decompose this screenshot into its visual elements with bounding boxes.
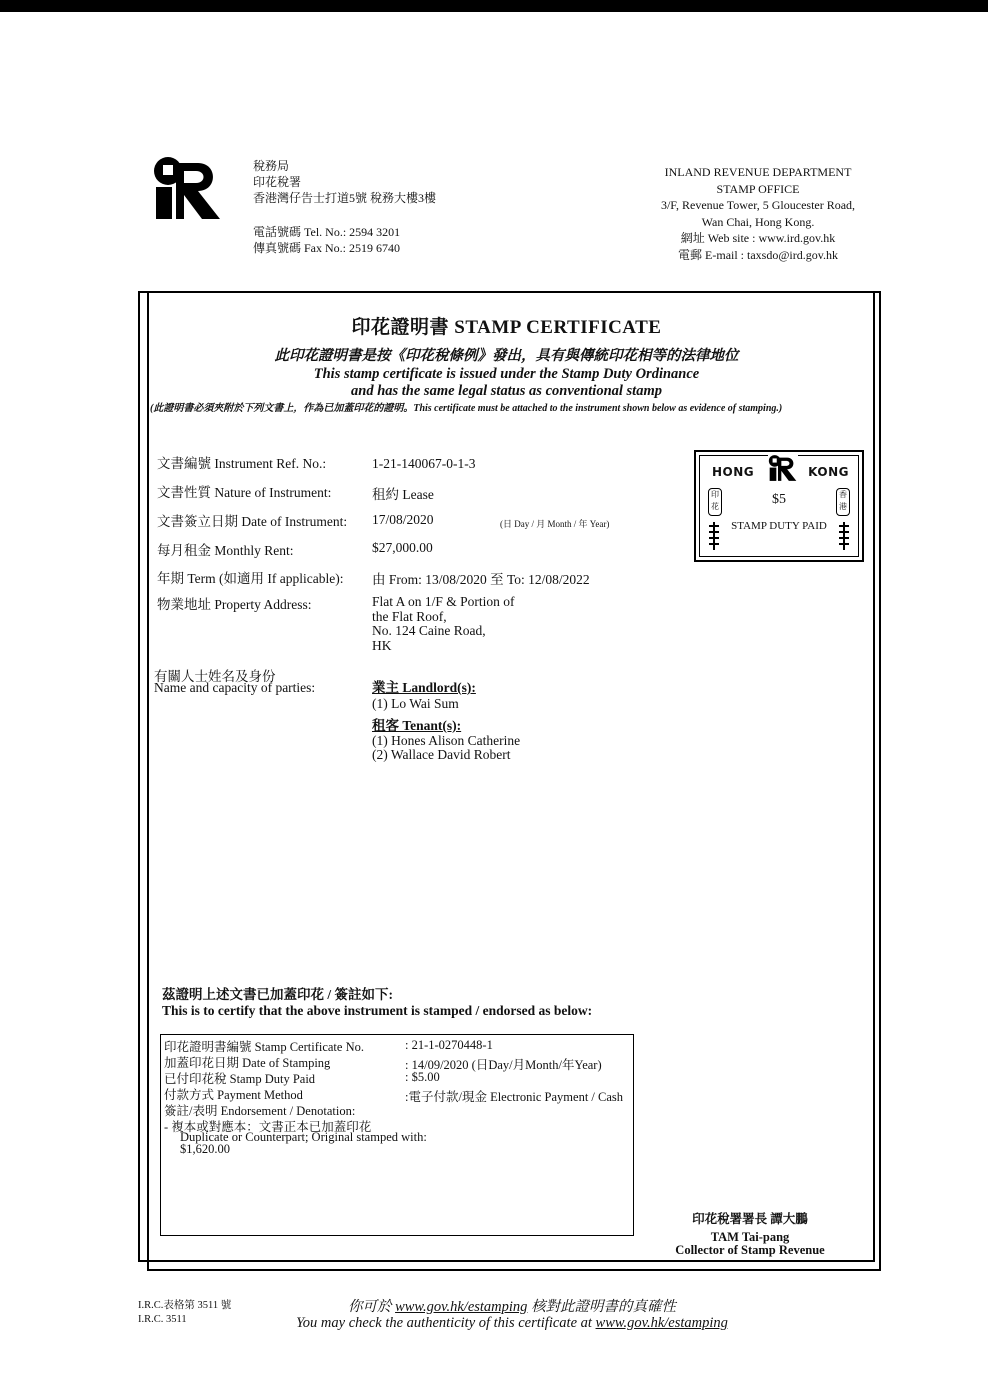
address-cn: 香港灣仔告士打道5號 稅務大樓3樓 (253, 191, 437, 205)
payment-method-value: :電子付款/現金 Electronic Payment / Cash (405, 1090, 624, 1104)
top-scan-border (0, 0, 988, 12)
form-number-cn: I.R.C.表格第 3511 號 (138, 1300, 232, 1311)
date-format-hint: (日 Day / 月 Month / 年 Year) (500, 519, 610, 529)
tel-number: 電話號碼 Tel. No.: 2594 3201 (253, 225, 401, 239)
tenant-item: (1) Hones Alison Catherine (372, 733, 521, 748)
address-line: Flat A on 1/F & Portion of (372, 594, 515, 609)
header-left (253, 158, 436, 256)
address-line: HK (372, 637, 392, 653)
instrument-ref-value: 1-21-140067-0-1-3 (372, 456, 476, 471)
website: 網址 Web site : www.ird.gov.hk (680, 231, 836, 245)
office-name-en: STAMP OFFICE (716, 181, 800, 196)
term-label: 年期 Term (如適用 If applicable): (157, 571, 344, 586)
address-line: No. 124 Caine Road, (372, 623, 486, 638)
stamp-kong-text: KONG (808, 465, 849, 479)
monthly-rent-label: 每月租金 Monthly Rent: (157, 543, 294, 558)
property-address-value (372, 595, 515, 653)
landlord-item: (1) Lo Wai Sum (372, 696, 459, 711)
stamp-cert-no-value: : 21-1-0270448-1 (405, 1038, 493, 1052)
dept-name-en: INLAND REVENUE DEPARTMENT (664, 165, 852, 179)
address-en-line-2: Wan Chai, Hong Kong. (701, 214, 815, 229)
form-number-en: I.R.C. 3511 (138, 1314, 187, 1325)
landlord-heading: 業主 Landlord(s): (372, 680, 476, 695)
nature-value: 租約 Lease (372, 487, 434, 502)
stamp-seal-right: 香港 (836, 488, 850, 516)
attachment-note: (此證明書必須夾附於下列文書上，作為已加蓋印花的證明。This certificate must be attached to the instrument shown below as evidence of stamping.) (150, 403, 783, 414)
office-name-cn: 印花稅署 (253, 175, 302, 189)
parties-label-en: Name and capacity of parties: (154, 680, 316, 695)
monthly-rent-value: $27,000.00 (372, 540, 433, 555)
certify-statement-en: This is to certify that the above instrument is stamped / endorsed as below: (162, 1003, 593, 1018)
verify-note-en-pre: You may check the authenticity of this certificate at (296, 1315, 596, 1331)
tenant-item: (2) Wallace David Robert (372, 747, 511, 762)
certificate-title: 印花證明書 STAMP CERTIFICATE (351, 317, 662, 338)
verify-note-cn (232, 1295, 792, 1316)
collector-name: TAM Tai-pang (710, 1230, 790, 1244)
stamping-date-label: 加蓋印花日期 Date of Stamping (164, 1056, 331, 1070)
verify-note-en (232, 1315, 792, 1332)
term-value: 由 From: 13/08/2020 至 To: 12/08/2022 (372, 572, 590, 587)
dept-name-cn: 稅務局 (253, 159, 290, 173)
instrument-ref-label: 文書編號 Instrument Ref. No.: (157, 456, 327, 471)
verify-link-en[interactable]: www.gov.hk/estamping (595, 1315, 728, 1331)
stamp-cert-no-label: 印花證明書編號 Stamp Certificate No. (164, 1040, 364, 1054)
verify-note-cn-pre: 你可於 (347, 1299, 396, 1315)
certify-statement-cn: 茲證明上述文書已加蓋印花 / 簽註如下: (162, 987, 393, 1002)
property-address-label: 物業地址 Property Address: (157, 597, 312, 612)
stamp-ornament-right-icon (838, 522, 850, 550)
stamp-value: $5 (772, 492, 786, 507)
parties-label-cn: 有關人士姓名及身份 (154, 669, 276, 684)
statement-cn: 此印花證明書是按《印花稅條例》發出，具有與傳統印花相等的法律地位 (274, 348, 739, 364)
stamp-duty-paid-stamp (694, 450, 864, 562)
statement-en-line-1: This stamp certificate is issued under the Stamp Duty Ordinance (313, 366, 700, 382)
statement-en-line-2: and has the same legal status as conventional stamp (351, 383, 662, 399)
collector-title-en: Collector of Stamp Revenue (675, 1243, 825, 1257)
collector-title-cn: 印花稅署署長 譚大鵬 (692, 1212, 808, 1226)
stamp-hong-text: HONG (712, 465, 755, 479)
email: 電郵 E-mail : taxsdo@ird.gov.hk (678, 247, 838, 262)
instrument-date-value: 17/08/2020 (372, 512, 434, 527)
endorsement-amount: $1,620.00 (180, 1142, 230, 1156)
payment-method-label: 付款方式 Payment Method (164, 1088, 303, 1102)
duty-paid-value: : $5.00 (405, 1070, 440, 1084)
stamp-ornament-left-icon (708, 522, 720, 550)
address-line: the Flat Roof, (372, 608, 447, 624)
endorsement-line: Duplicate or Counterpart; Original stamped with: (180, 1130, 427, 1144)
stamp-caption: STAMP DUTY PAID (731, 520, 827, 532)
verify-link-cn[interactable]: www.gov.hk/estamping (395, 1299, 528, 1315)
tenant-heading: 租客 Tenant(s): (372, 718, 462, 733)
ird-logo (152, 155, 224, 221)
endorsement-label: 簽註/表明 Endorsement / Denotation: (164, 1104, 356, 1118)
header-right (640, 164, 876, 263)
address-en-line-1: 3/F, Revenue Tower, 5 Gloucester Road, (660, 198, 856, 212)
stamp-inner-border (699, 455, 859, 557)
stamp-ird-logo (768, 454, 798, 482)
duty-paid-label: 已付印花稅 Stamp Duty Paid (164, 1072, 316, 1086)
stamp-seal-left: 印花 (708, 488, 722, 516)
nature-label: 文書性質 Nature of Instrument: (157, 485, 332, 500)
verify-note-cn-post: 核對此證明書的真確性 (527, 1299, 677, 1315)
fax-number: 傳真號碼 Fax No.: 2519 6740 (253, 241, 401, 255)
stamping-date-value: : 14/09/2020 (日Day/月Month/年Year) (405, 1058, 602, 1072)
instrument-date-label: 文書簽立日期 Date of Instrument: (157, 514, 348, 529)
endorsement-line: - 複本或對應本：文書正本已加蓋印花 (164, 1120, 372, 1134)
